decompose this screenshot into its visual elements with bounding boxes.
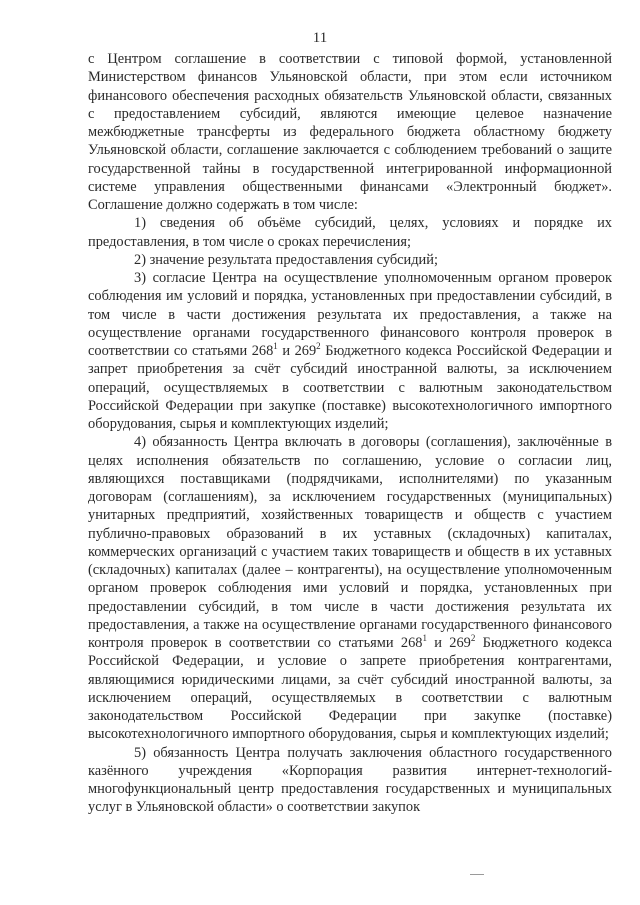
- paragraph-text: 5) обязанность Центра получать заключения областного государственного казённого учреждения «Корпорация развития интернет-технологий-многофункциональный центр предоставления государственных и муниципальных услуг в Ульяновской области» о соответствии закупок: [88, 744, 612, 816]
- paragraph-text: с Центром соглашение в соответствии с типовой формой, установленной Министерством финансов Ульяновской области, при этом если источником финансового обеспечения расходных обязательств Ульяновской области, связанных с предоставлением субсидий, являются имеющие целевое назначение межбюджетные трансферты из федерального бюджета областному бюджету Ульяновской области, соглашение заключается с соблюдением требований о защите государственной тайны в государственной интегрированной информационной системе управления общественными финансами «Электронный бюджет». Соглашение должно содержать в том числе:: [88, 51, 612, 213]
- paragraph-text: и 269: [277, 343, 317, 359]
- paragraph-text: 2) значение результата предоставления субсидий;: [134, 251, 438, 268]
- paragraph-p4: [88, 433, 612, 743]
- paragraph-text: Бюджетного кодекса Российской Федерации и запрет приобретения за счёт субсидий иностранной валюты, за исключением операций, осуществляемых в соответствии с валютным законодательством Российской Федерации при закупке (поставке) высокотехнологичного импортного оборудования, сырья и комплектующих изделий;: [88, 343, 613, 432]
- paragraph-text: 4) обязанность Центра включать в договоры (соглашения), заключённые в целях исполнения обязательств по соглашению, условие о согласии лиц, являющихся поставщиками (подрядчиками, исполнителями) по указанным договорам (соглашениям), за исключением государственных (муниципальных) унитарных предприятий, хозяйственных товариществ и обществ с участием публично-правовых образований в их уставных (складочных) капиталах, коммерческих организаций с участием таких товариществ и обществ в их уставных (складочных) капиталах (далее – контрагенты), на осуществление уполномоченным органом проверок соблюдения ими условий и порядка, установленных при предоставлении субсидий, в том числе в части достижения результата их предоставления, а также на осуществление органами государственного финансового контроля проверок в соответствии со статьями 268: [88, 434, 612, 651]
- superscript: 1: [273, 341, 278, 351]
- paragraph-p5: [88, 744, 612, 817]
- superscript: 2: [470, 633, 476, 643]
- superscript: 1: [422, 633, 427, 643]
- paragraph-p0: [88, 50, 612, 214]
- paragraph-text: Бюджетного кодекса Российской Федерации, и условие о запрете приобретения контрагентами, являющимися юридическими лицами, за счёт субсидий иностранной валюты, за исключением операций, осуществляемых в соответствии с валютным законодательством Российской Федерации при закупке (поставке) высокотехнологичного импортного оборудования, сырья и комплектующих изделий;: [88, 635, 612, 743]
- footer-mark: [470, 874, 484, 875]
- paragraph-p1: [88, 214, 612, 251]
- paragraph-p2: [88, 251, 612, 269]
- superscript: 2: [316, 341, 321, 351]
- document-body: [88, 50, 612, 817]
- paragraph-text: 1) сведения об объёме субсидий, целях, условиях и порядке их предоставления, в том числе о сроках перечисления;: [88, 215, 612, 250]
- paragraph-text: и 269: [426, 635, 471, 651]
- paragraph-text: 3) согласие Центра на осуществление уполномоченным органом проверок соблюдения им условий и порядка, установленных при предоставлении субсидий, в том числе в части достижения результата их предоставления, а также на осуществление органами государственного финансового контроля проверок в соответствии со статьями 268: [88, 270, 612, 359]
- page-number: 11: [312, 30, 328, 46]
- paragraph-p3: [88, 269, 612, 433]
